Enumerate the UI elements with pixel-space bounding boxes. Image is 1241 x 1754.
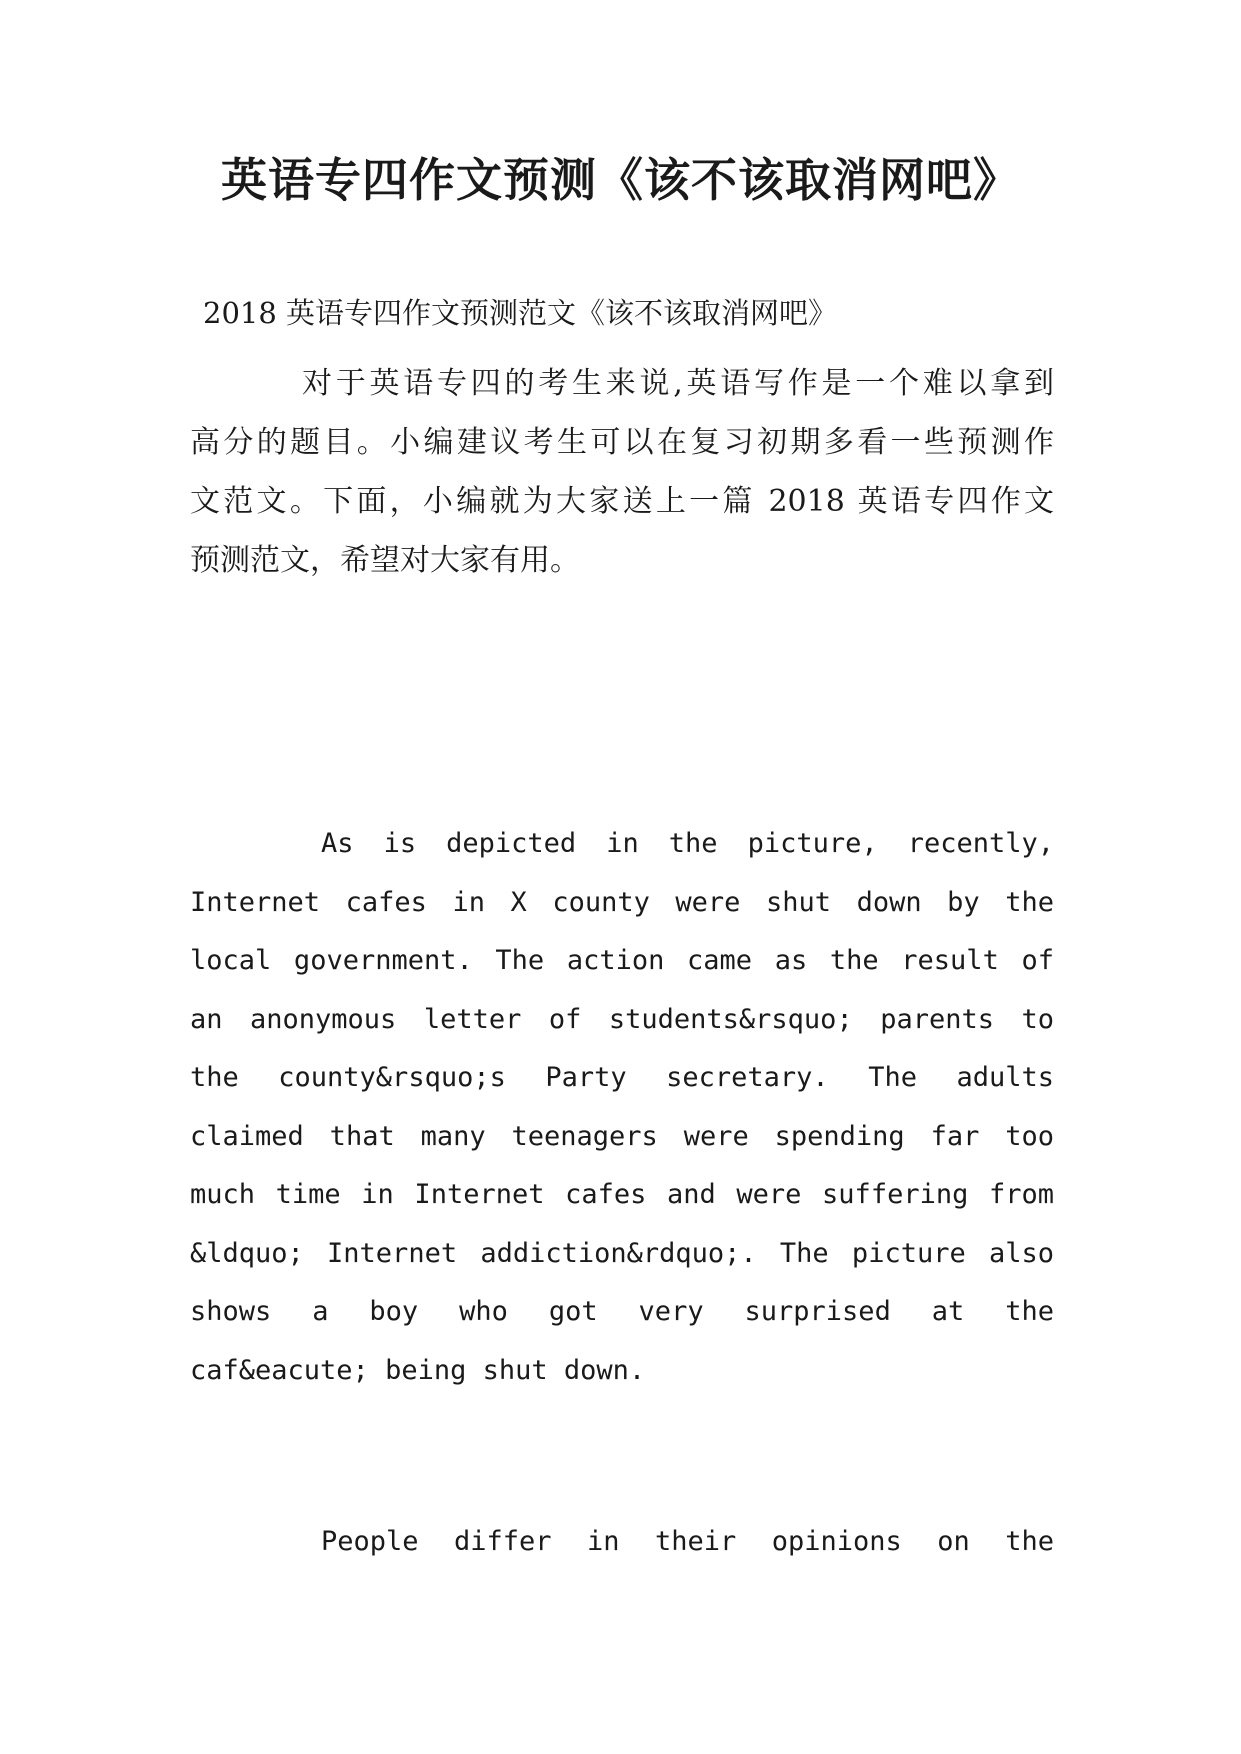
- document-subtitle: 2018 英语专四作文预测范文《该不该取消网吧》: [203, 296, 838, 330]
- intro-paragraph: [190, 354, 1054, 590]
- essay-line: shows a boy who got very surprised at the: [190, 1296, 1054, 1327]
- document-title: 英语专四作文预测《该不该取消网吧》: [221, 153, 1020, 207]
- intro-line: 文范文。下面，小编就为大家送上一篇 2018 英语专四作文: [190, 484, 1054, 519]
- essay-line: local government. The action came as the result of: [190, 945, 1054, 976]
- essay-line: People differ in their opinions on the: [321, 1526, 1054, 1557]
- essay-paragraph-1: [190, 815, 1054, 1400]
- essay-line: Internet cafes in X county were shut down by the: [190, 886, 1054, 918]
- essay-line: caf&eacute; being shut down.: [190, 1354, 646, 1386]
- essay-line: much time in Internet cafes and were suffering from: [190, 1179, 1054, 1210]
- essay-line: the county&rsquo;s Party secretary. The adults: [190, 1062, 1054, 1093]
- essay-line: As is depicted in the picture, recently,: [321, 828, 1054, 859]
- essay-line: claimed that many teenagers were spending far too: [190, 1120, 1054, 1152]
- intro-line: 高分的题目。小编建议考生可以在复习初期多看一些预测作: [190, 425, 1054, 460]
- essay-line: &ldquo; Internet addiction&rdquo;. The picture also: [190, 1237, 1054, 1269]
- intro-line: 对于英语专四的考生来说,英语写作是一个难以拿到: [302, 366, 1054, 401]
- essay-line: an anonymous letter of students&rsquo; parents to: [190, 1003, 1054, 1035]
- intro-line: 预测范文，希望对大家有用。: [190, 543, 580, 578]
- essay-paragraph-2: [190, 1513, 1054, 1572]
